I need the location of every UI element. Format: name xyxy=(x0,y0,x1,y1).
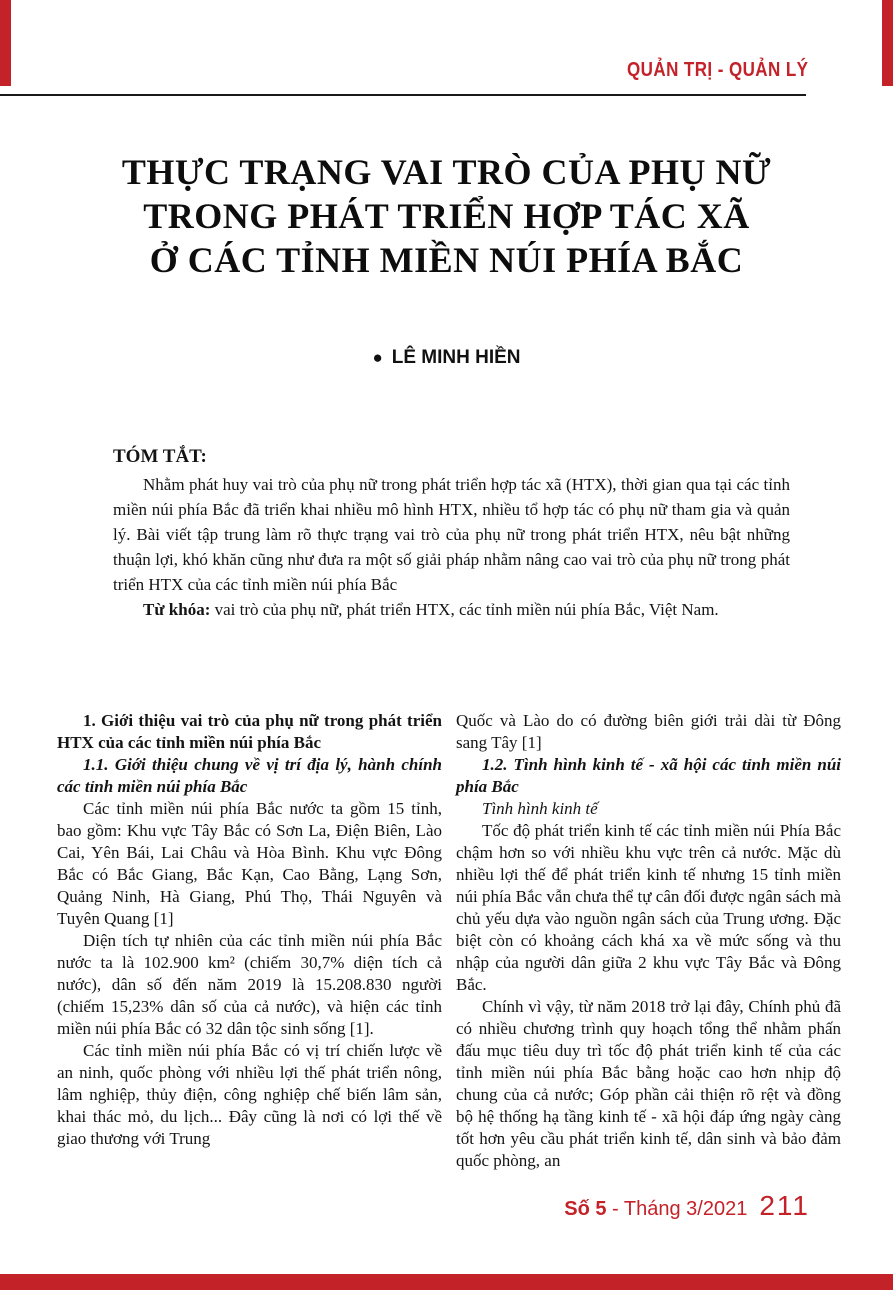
author-line xyxy=(0,347,893,369)
footer-page-number: 211 xyxy=(759,1190,810,1221)
body-columns xyxy=(57,710,841,1172)
abstract-keywords xyxy=(113,597,790,622)
paragraph: Tốc độ phát triển kinh tế các tỉnh miền núi Phía Bắc chậm hơn so với nhiều khu vực trên cả nước. Mặc dù nhiều lợi thế để phát triển kinh tế nhưng 15 tỉnh miền núi phía Bắc vẫn chưa thể tự cân đối được ngân sách mà chủ yếu dựa vào nguồn ngân sách của Trung ương. Đặc biệt còn có khoảng cách khá xa về mức sống và thu nhập của người dân giữa 2 khu vực Tây Bắc và Đông Bắc. xyxy=(456,821,841,994)
abstract-section xyxy=(113,444,790,622)
abstract-body: Nhằm phát huy vai trò của phụ nữ trong phát triển hợp tác xã (HTX), thời gian qua tại các tỉnh miền núi phía Bắc đã triển khai nhiều mô hình HTX, nhiều tổ hợp tác có phụ nữ tham gia và quản lý. Bài viết tập trung làm rõ thực trạng vai trò của phụ nữ trong phát triển HTX, nêu bật những thuận lợi, khó khăn cũng như đưa ra một số giải pháp nhằm nâng cao vai trò của phụ nữ trong phát triển HTX của các tỉnh miền núi phía Bắc xyxy=(113,475,790,594)
keywords-text: vai trò của phụ nữ, phát triển HTX, các tỉnh miền núi phía Bắc, Việt Nam. xyxy=(210,600,719,619)
header-divider xyxy=(0,94,806,96)
paragraph: Các tỉnh miền núi phía Bắc nước ta gồm 15 tỉnh, bao gồm: Khu vực Tây Bắc có Sơn La, Điện Biên, Lào Cai, Yên Bái, Lai Châu và Hòa Bình. Khu vực Đông Bắc có Bắc Giang, Bắc Kạn, Cao Bằng, Lạng Sơn, Quảng Ninh, Hà Giang, Phú Thọ, Thái Nguyên và Tuyên Quang [1] xyxy=(57,799,442,928)
footer-date: - Tháng 3/2021 xyxy=(606,1198,748,1220)
paragraph: Diện tích tự nhiên của các tỉnh miền núi phía Bắc nước ta là 102.900 km² (chiếm 30,7% diện tích cả nước), dân số đến năm 2019 là 15.208.830 người (chiếm 15,23% dân số của cả nước), và hiện các tỉnh miền núi phía Bắc có 32 dân tộc sinh sống [1]. xyxy=(57,931,442,1038)
page-footer xyxy=(564,1190,810,1222)
article-title-line-2: TRONG PHÁT TRIỂN HỢP TÁC XÃ xyxy=(143,196,750,236)
paragraph: Tình hình kinh tế xyxy=(482,799,598,818)
bottom-accent-bar xyxy=(0,1274,893,1290)
author-name: LÊ MINH HIỀN xyxy=(391,347,521,368)
article-title-line-1: THỰC TRẠNG VAI TRÒ CỦA PHỤ NỮ xyxy=(121,152,772,192)
author-bullet-icon: ● xyxy=(372,348,383,367)
top-left-accent-bar xyxy=(0,0,11,86)
right-column xyxy=(456,710,841,1172)
footer-issue: Số 5 xyxy=(564,1198,607,1220)
paragraph: 1.1. Giới thiệu chung về vị trí địa lý, hành chính các tỉnh miền núi phía Bắc xyxy=(57,755,442,796)
paragraph: Quốc và Lào do có đường biên giới trải dài từ Đông sang Tây [1] xyxy=(456,711,841,752)
left-column xyxy=(57,710,442,1172)
top-right-accent-bar xyxy=(882,0,893,86)
paragraph: 1.2. Tình hình kinh tế - xã hội các tỉnh miền núi phía Bắc xyxy=(456,755,841,796)
article-title-line-3: Ở CÁC TỈNH MIỀN NÚI PHÍA BẮC xyxy=(149,240,744,280)
paragraph: Các tỉnh miền núi phía Bắc có vị trí chiến lược về an ninh, quốc phòng với nhiều lợi thế phát triển nông, lâm nghiệp, thủy điện, công nghiệp chế biến lâm sản, khai thác mỏ, du lịch... Đây cũng là nơi có lợi thế về giao thương với Trung xyxy=(57,1041,442,1148)
keywords-label: Từ khóa: xyxy=(143,600,211,619)
abstract-heading: TÓM TẮT: xyxy=(113,446,207,467)
paragraph: 1. Giới thiệu vai trò của phụ nữ trong phát triển HTX của các tỉnh miền núi phía Bắc xyxy=(57,711,442,752)
journal-section-label: QUẢN TRỊ - QUẢN LÝ xyxy=(626,59,808,81)
article-title xyxy=(0,150,893,282)
paragraph: Chính vì vậy, từ năm 2018 trở lại đây, Chính phủ đã có nhiều chương trình quy hoạch tổng thể nhằm phấn đấu mục tiêu duy trì tốc độ phát triển kinh tế của các tỉnh miền núi phía Bắc bằng hoặc cao hơn nhịp độ chung của cả nước; Góp phần cải thiện rõ rệt và đồng bộ hệ thống hạ tầng kinh tế - xã hội đáp ứng ngày càng tốt hơn yêu cầu phát triển kinh tế, dân sinh và bảo đảm quốc phòng, an xyxy=(456,997,841,1170)
